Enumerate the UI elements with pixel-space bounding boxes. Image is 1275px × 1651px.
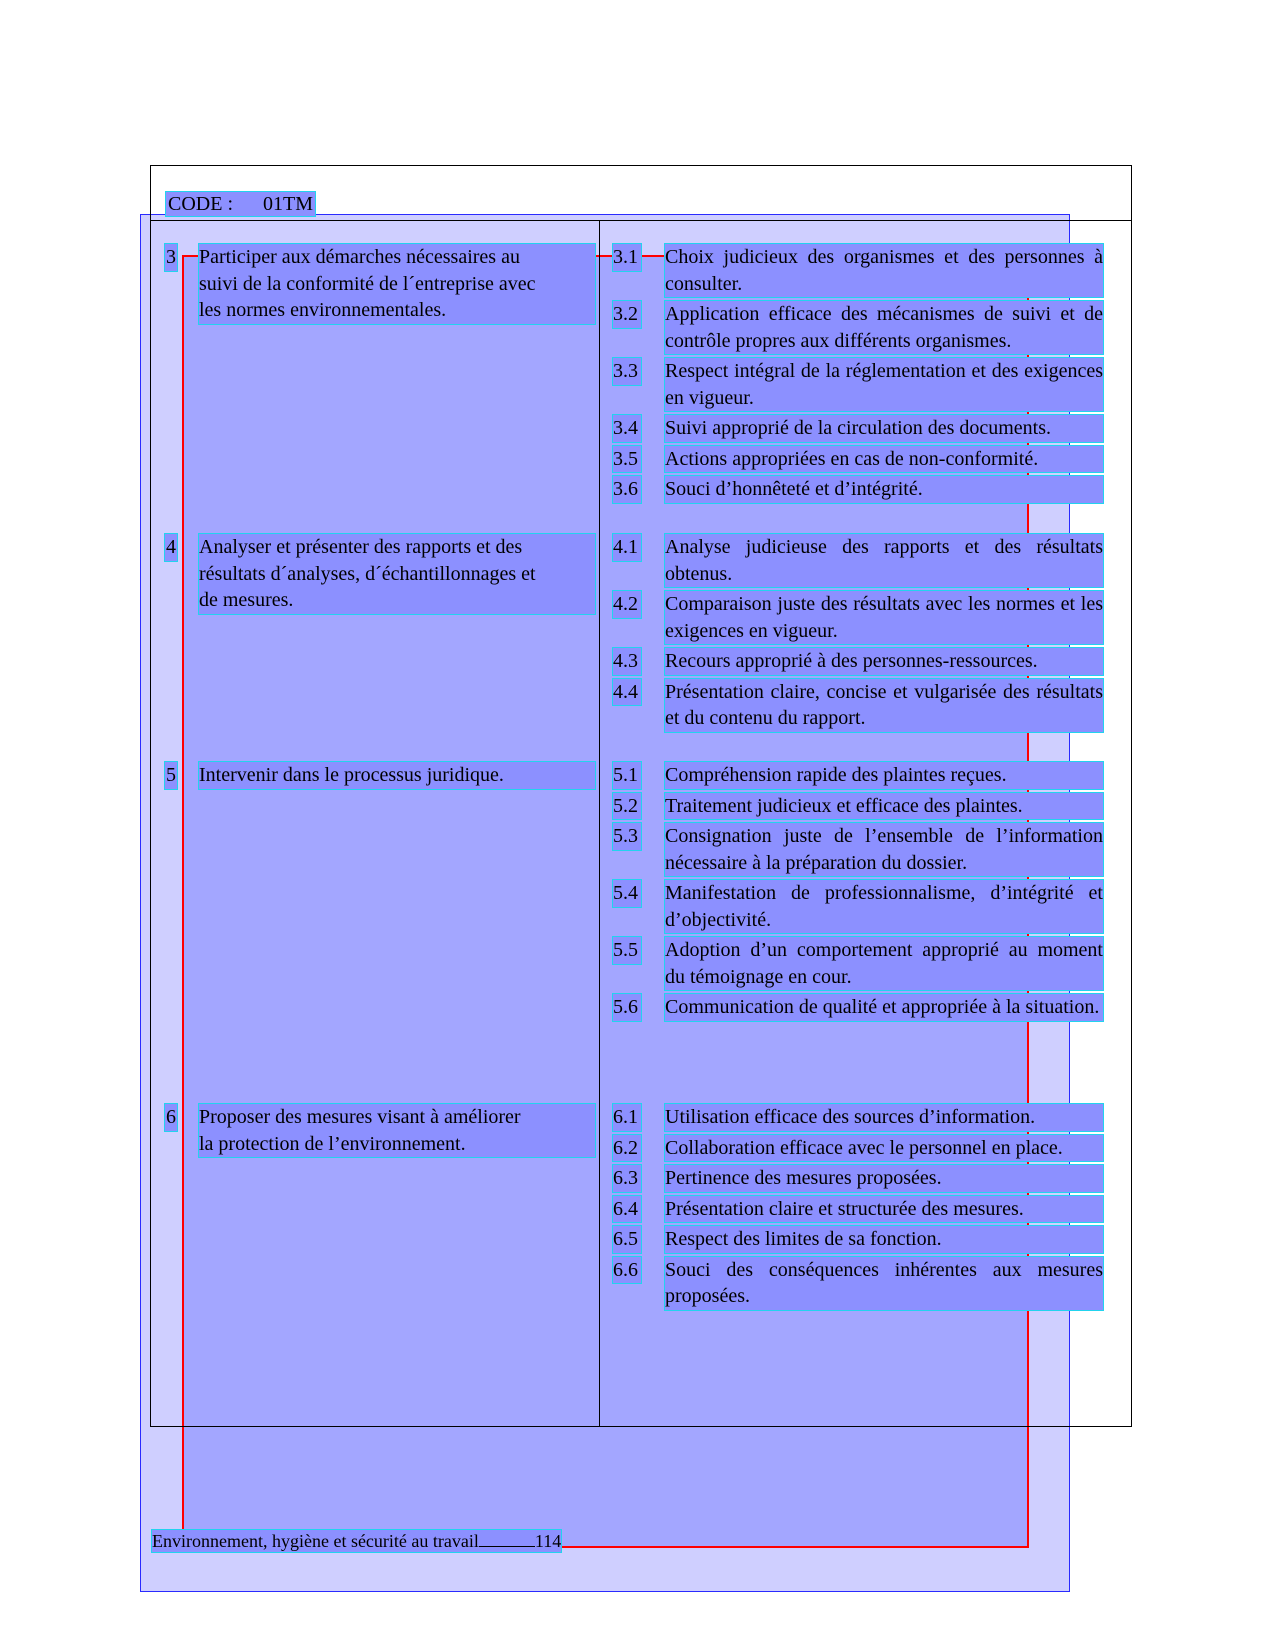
criterion-number: 3.1 [613, 244, 641, 271]
criterion-text: Pertinence des mesures proposées. [665, 1165, 1103, 1192]
criterion-number: 3.2 [613, 301, 641, 328]
criterion-item [613, 1165, 1103, 1192]
criterion-item [613, 358, 1103, 411]
criterion-number: 3.3 [613, 358, 641, 385]
criterion-text: Présentation claire et structurée des mesures. [665, 1196, 1103, 1223]
criterion-number: 5.6 [613, 994, 641, 1021]
criterion-text: Consignation juste de l’ensemble de l’information nécessaire à la préparation du dossier. [665, 823, 1103, 876]
element-line: Proposer des mesures visant à améliorer [199, 1106, 521, 1128]
criterion-number: 6.4 [613, 1196, 641, 1223]
table-header [151, 166, 1131, 221]
criterion-item [613, 937, 1103, 990]
criterion-text: Application efficace des mécanismes de suivi et de contrôle propres aux différents organismes. [665, 301, 1103, 354]
criterion-text: Respect des limites de sa fonction. [665, 1226, 1103, 1253]
criterion-item [613, 591, 1103, 644]
criteria-cell [613, 244, 1103, 507]
criterion-item [613, 648, 1103, 675]
criterion-number: 6.1 [613, 1104, 641, 1131]
code-value: 01TM [263, 193, 313, 215]
criterion-item [613, 446, 1103, 473]
criterion-number: 4.1 [613, 534, 641, 561]
criterion-number: 6.2 [613, 1135, 641, 1162]
page-number: 114 [534, 1531, 562, 1551]
criterion-number: 3.6 [613, 476, 641, 503]
criterion-text: Analyse judicieuse des rapports et des résultats obtenus. [665, 534, 1103, 587]
criterion-text: Présentation claire, concise et vulgarisée des résultats et du contenu du rapport. [665, 679, 1103, 732]
criterion-number: 4.4 [613, 679, 641, 706]
element-number: 4 [165, 534, 177, 561]
criterion-text: Suivi approprié de la circulation des documents. [665, 415, 1103, 442]
criterion-number: 5.3 [613, 823, 641, 850]
criterion-number: 6.3 [613, 1165, 641, 1192]
criterion-item [613, 762, 1103, 789]
criteria-cell [613, 762, 1103, 1025]
criterion-number: 5.5 [613, 937, 641, 964]
criterion-text: Actions appropriées en cas de non-conformité. [665, 446, 1103, 473]
criterion-number: 6.5 [613, 1226, 641, 1253]
criterion-item [613, 793, 1103, 820]
criterion-number: 5.4 [613, 880, 641, 907]
criteria-cell [613, 534, 1103, 736]
criteria-cell [613, 1104, 1103, 1314]
criterion-number: 4.3 [613, 648, 641, 675]
code-label-text: CODE : [168, 193, 233, 215]
criterion-text: Souci des conséquences inhérentes aux mesures proposées. [665, 1257, 1103, 1310]
criterion-item [613, 1135, 1103, 1162]
criterion-item [613, 415, 1103, 442]
criterion-number: 6.6 [613, 1257, 641, 1284]
element-line: de mesures. [199, 589, 294, 611]
criterion-text: Recours approprié à des personnes-ressources. [665, 648, 1103, 675]
element-text [199, 1104, 595, 1157]
page-footer [152, 1530, 561, 1552]
criterion-item [613, 1257, 1103, 1310]
criterion-item [613, 679, 1103, 732]
competency-table [150, 165, 1132, 1427]
criterion-text: Comparaison juste des résultats avec les normes et les exigences en vigueur. [665, 591, 1103, 644]
element-line: Intervenir dans le processus juridique. [199, 764, 504, 786]
footer-rule [479, 1546, 535, 1547]
element-line: Analyser et présenter des rapports et des [199, 536, 523, 558]
criterion-item [613, 301, 1103, 354]
element-line: les normes environnementales. [199, 299, 447, 321]
criterion-text: Compréhension rapide des plaintes reçues. [665, 762, 1103, 789]
criterion-text: Communication de qualité et appropriée à la situation. [665, 994, 1103, 1021]
criterion-item [613, 1196, 1103, 1223]
element-text [199, 244, 595, 324]
criterion-number: 4.2 [613, 591, 641, 618]
criterion-text: Traitement judicieux et efficace des plaintes. [665, 793, 1103, 820]
criterion-text: Manifestation de professionnalisme, d’intégrité et d’objectivité. [665, 880, 1103, 933]
element-number: 3 [165, 244, 177, 271]
element-number: 6 [165, 1104, 177, 1131]
criterion-item [613, 1226, 1103, 1253]
criterion-text: Utilisation efficace des sources d’information. [665, 1104, 1103, 1131]
criterion-item [613, 1104, 1103, 1131]
footer-title: Environnement, hygiène et sécurité au travail [152, 1531, 479, 1551]
code-label [166, 192, 315, 216]
criterion-number: 5.1 [613, 762, 641, 789]
criterion-item [613, 823, 1103, 876]
column-divider [599, 220, 600, 1426]
element-line: la protection de l’environnement. [199, 1132, 466, 1155]
criterion-text: Respect intégral de la réglementation et des exigences en vigueur. [665, 358, 1103, 411]
element-text [199, 534, 595, 614]
criterion-item [613, 476, 1103, 503]
criterion-text: Souci d’honnêteté et d’intégrité. [665, 476, 1103, 503]
element-text [199, 762, 595, 789]
criterion-text: Adoption d’un comportement approprié au moment du témoignage en cour. [665, 937, 1103, 990]
element-line: résultats d´analyses, d´échantillonnages et [199, 562, 536, 585]
criterion-text: Collaboration efficace avec le personnel en place. [665, 1135, 1103, 1162]
criterion-number: 3.5 [613, 446, 641, 473]
element-number: 5 [165, 762, 177, 789]
criterion-item [613, 534, 1103, 587]
criterion-number: 3.4 [613, 415, 641, 442]
criterion-item [613, 994, 1103, 1021]
element-line: suivi de la conformité de l´entreprise avec [199, 272, 536, 295]
criterion-number: 5.2 [613, 793, 641, 820]
criterion-text: Choix judicieux des organismes et des personnes à consulter. [665, 244, 1103, 297]
criterion-item [613, 880, 1103, 933]
element-line: Participer aux démarches nécessaires au [199, 246, 520, 268]
criterion-item [613, 244, 1103, 297]
